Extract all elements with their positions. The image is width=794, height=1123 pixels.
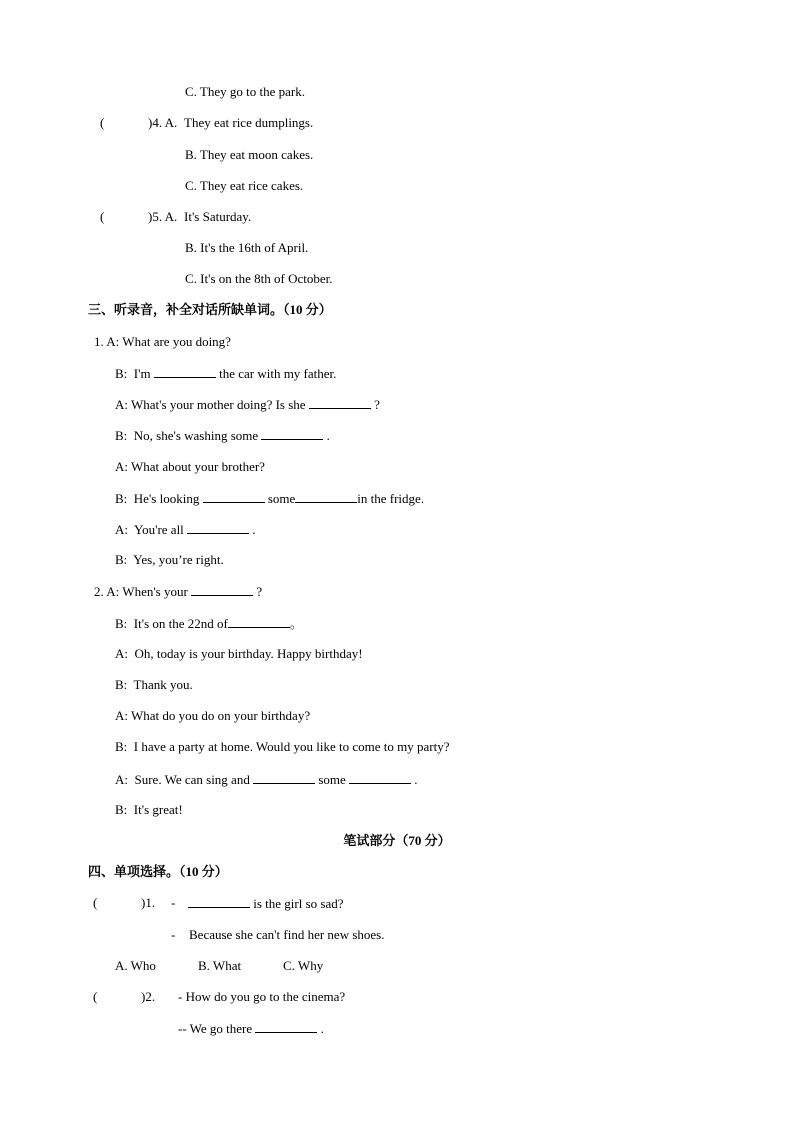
q5-option-c: C. It's on the 8th of October. bbox=[185, 271, 333, 286]
s4-q1-question: is the girl so sad? bbox=[188, 895, 344, 912]
q5-option-a: It's Saturday. bbox=[184, 209, 252, 224]
s4-q1-dash: - bbox=[171, 895, 176, 910]
dialogue2-line6: B: I have a party at home. Would you like to come to my party? bbox=[115, 739, 450, 754]
answer-blank[interactable] bbox=[295, 490, 357, 503]
dialogue1-line8: B: Yes, you’re right. bbox=[115, 552, 224, 567]
s4-q2-number: )2. bbox=[141, 989, 156, 1004]
s4-q2-answer: -- We go there . bbox=[178, 1021, 324, 1036]
dialogue2-line2: B: It's on the 22nd of 。 bbox=[115, 616, 303, 631]
s4-q1-number: )1. bbox=[141, 895, 156, 910]
s4-q1-answer: Because she can't find her new shoes. bbox=[189, 927, 385, 942]
q5-option-b: B. It's the 16th of April. bbox=[185, 240, 309, 255]
dialogue2-line4: B: Thank you. bbox=[115, 677, 193, 692]
answer-blank[interactable] bbox=[255, 1020, 317, 1033]
q4-option-c: C. They eat rice cakes. bbox=[185, 178, 304, 193]
answer-blank[interactable] bbox=[187, 521, 249, 534]
dialogue2-line7: A: Sure. We can sing and some . bbox=[115, 772, 418, 787]
q3-option-c: C. They go to the park. bbox=[185, 84, 305, 99]
dialogue1-line4: B: No, she's washing some . bbox=[115, 428, 330, 443]
answer-blank[interactable] bbox=[191, 583, 253, 596]
dialogue2-line3: A: Oh, today is your birthday. Happy birthday! bbox=[115, 646, 363, 661]
q5-number: )5. A. bbox=[148, 209, 178, 224]
dialogue1-line6: B: He's looking some in the fridge. bbox=[115, 491, 425, 506]
s4-q1-option-a: A. Who bbox=[115, 958, 156, 973]
answer-blank[interactable] bbox=[261, 427, 323, 440]
q5-paren-left: ( bbox=[100, 209, 105, 224]
q4-paren-left: ( bbox=[100, 115, 105, 130]
dialogue1-line1: 1. A: What are you doing? bbox=[94, 334, 231, 349]
dialogue1-line2: B: I'm the car with my father. bbox=[115, 366, 337, 381]
q4-option-b: B. They eat moon cakes. bbox=[185, 147, 314, 162]
s4-q1-option-b: B. What bbox=[198, 958, 242, 973]
section4-title: 四、单项选择。（10 分） bbox=[88, 864, 228, 879]
answer-blank[interactable] bbox=[203, 490, 265, 503]
answer-blank[interactable] bbox=[154, 365, 216, 378]
dialogue2-line1: 2. A: When's your ? bbox=[94, 584, 263, 599]
section3-title: 三、听录音，补全对话所缺单词。（10 分） bbox=[88, 302, 332, 317]
answer-blank[interactable] bbox=[228, 615, 290, 628]
s4-q2-paren-left: ( bbox=[93, 989, 98, 1004]
s4-q1-dash2: - bbox=[171, 927, 176, 942]
q4-number: )4. A. bbox=[148, 115, 178, 130]
written-part-title: 笔试部分（70 分） bbox=[343, 833, 451, 848]
answer-blank[interactable] bbox=[188, 895, 250, 908]
answer-blank[interactable] bbox=[309, 396, 371, 409]
dialogue2-line8: B: It's great! bbox=[115, 802, 183, 817]
dialogue2-line5: A: What do you do on your birthday? bbox=[115, 708, 311, 723]
answer-blank[interactable] bbox=[349, 771, 411, 784]
s4-q2-question: - How do you go to the cinema? bbox=[178, 989, 346, 1004]
dialogue1-line5: A: What about your brother? bbox=[115, 459, 265, 474]
s4-q1-paren-left: ( bbox=[93, 895, 98, 910]
s4-q1-option-c: C. Why bbox=[283, 958, 324, 973]
dialogue1-line7: A: You're all . bbox=[115, 522, 256, 537]
answer-blank[interactable] bbox=[253, 771, 315, 784]
dialogue1-line3: A: What's your mother doing? Is she ? bbox=[115, 397, 380, 412]
q4-option-a: They eat rice dumplings. bbox=[184, 115, 314, 130]
